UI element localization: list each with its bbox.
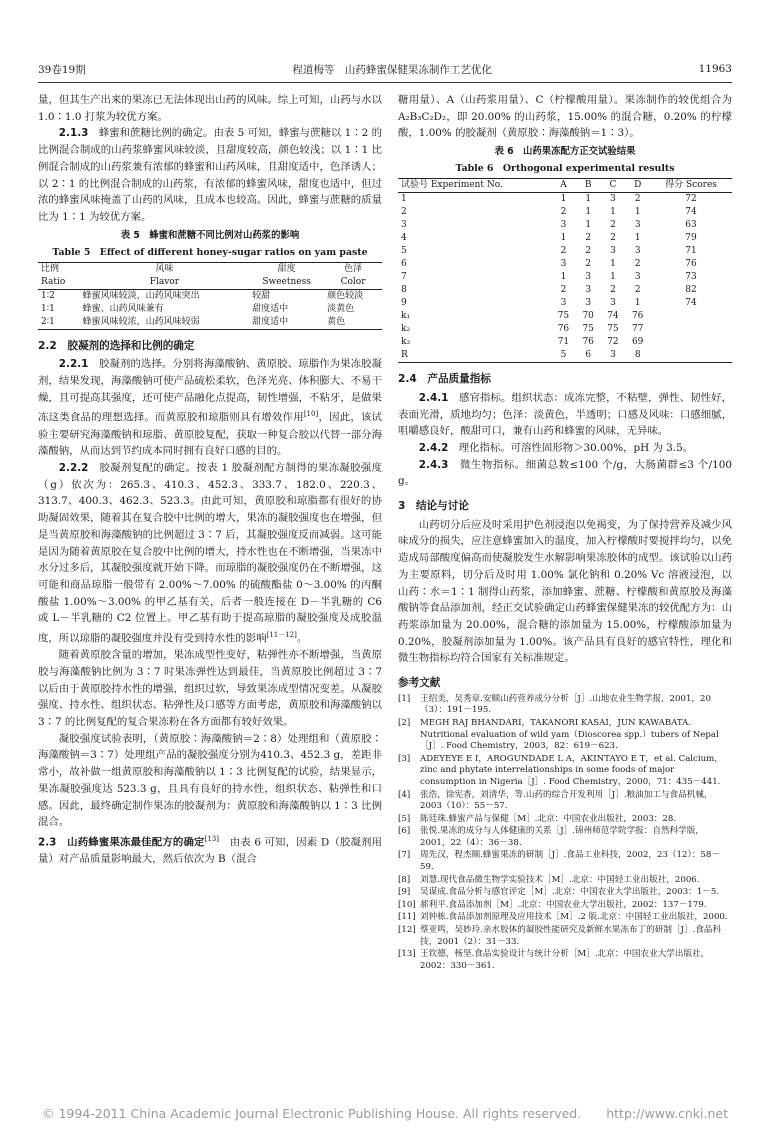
table-cell (650, 336, 732, 349)
table-cell: 1 (585, 220, 592, 231)
table-row (38, 303, 382, 316)
reference-number: [7] (398, 850, 411, 861)
header-cell: 比例 (41, 263, 60, 274)
table-cell: 2 (560, 285, 567, 296)
table-row (38, 289, 382, 303)
table-cell: 3 (610, 194, 616, 205)
citation: [13] (204, 834, 219, 843)
reference-text: 王钦德，杨坚.食品实验设计与统计分析［M］.北京：中国农业大学出版社，2002：330－361. (420, 949, 710, 971)
paragraph-continued: 糖用量）、A（山药浆用量）、C（柠檬酸用量）。果冻制作的较优组合为 A₂B₃C₂D₂，即 20.00% 的山药浆，15.00% 的混合糖，0.20% 的柠檬酸，1.00% 的胶凝剂（黄原胶∶海藻酸钠＝1∶3）。 (398, 94, 732, 140)
table-cell: 76 (582, 337, 594, 348)
table-cell (650, 349, 732, 363)
table-cell: 69 (631, 337, 644, 348)
section-2-2-1 (38, 356, 382, 460)
section-number: 2.2.2 (58, 462, 89, 475)
reference-number: [6] (398, 826, 411, 837)
table-cell: 1 (560, 233, 567, 244)
reference-item (398, 925, 732, 948)
table6-caption-cn: 表 6 山药果冻配方正交试验结果 (494, 146, 636, 158)
table-row (398, 323, 732, 336)
table-cell: 77 (631, 324, 644, 335)
header-cell: Sweetness (249, 276, 324, 290)
reference-item (398, 912, 732, 924)
table-cell: 63 (685, 220, 697, 231)
reference-number: [10] (398, 899, 416, 910)
header-cell: C (601, 179, 626, 193)
section-2-2-2 (38, 460, 382, 647)
paragraph-gel-test: 凝胶强度试验表明，（黄原胶∶海藻酸钠＝2∶8）处理组和（黄原胶∶海藻酸钠＝3∶7）处理组产品的凝胶强度分别为410.3、452.3 g，差距非常小，故补做一组黄原胶和海藻酸钠以 1∶3 比例复配的试验，结果显示，果冻凝胶强度达 523.3 g，且具有良好的持水性，组织状态、粘弹性和口感。因此，最终确定制作果冻的胶凝剂为：黄原胶和海藻酸钠以 1∶3 比例混合。 (38, 732, 382, 829)
reference-item (398, 850, 732, 873)
header-cell: A (551, 179, 576, 193)
table-cell: 3 (585, 298, 592, 309)
section-text: 由表 6 可知，因素 D（胶凝剂用量）对产品质量影响最大，然后依次为 B（混合 (38, 836, 383, 866)
reference-number: [5] (398, 813, 411, 824)
table-cell (650, 323, 732, 336)
section-text: 。 (296, 632, 308, 645)
table-cell: k₁ (401, 311, 411, 322)
section-text: 感官指标。组织状态：成冻完整，不粘壁，弹性、韧性好，表面光滑，质地均匀；色泽：淡黄色，半透明；口感及风味：口感细腻，咀嚼感良好，酸甜可口，兼有山药和蜂蜜的风味，无异味。 (398, 391, 733, 438)
table-cell: 1∶1 (41, 303, 55, 314)
table-cell: k₃ (401, 337, 411, 348)
section-2-4-title: 2.4 产品质量指标 (398, 373, 491, 386)
reference-item (398, 718, 732, 753)
references-title: 参考文献 (398, 677, 441, 690)
reference-text: 郝利平.食品添加剂［M］.北京：中国农业大学出版社，2002：137－179. (420, 899, 707, 910)
table-cell: 1 (585, 194, 592, 205)
table-cell: 76 (631, 311, 644, 322)
table-cell: 2 (610, 233, 616, 244)
table-cell: 74 (685, 207, 697, 218)
section-2-4-3 (398, 457, 732, 490)
table-cell: 1 (610, 259, 616, 270)
table-cell: 3 (585, 285, 592, 296)
reference-list (398, 694, 732, 973)
reference-text: 张浩，徐宪香，刘清华，等.山药的综合开发利用［J］.粮油加工与食品机械，2003（10）：55－57. (420, 789, 713, 812)
table-cell: 3 (610, 298, 616, 309)
reference-number: [13] (398, 949, 416, 960)
table-cell: 2 (610, 220, 616, 231)
table-row (398, 349, 732, 363)
left-column (38, 92, 382, 868)
section-number: 2.1.3 (58, 127, 89, 140)
table-cell: 79 (685, 233, 697, 244)
table-cell: 甜度适中 (252, 303, 289, 314)
table-cell: 82 (685, 285, 697, 296)
table-row (398, 271, 732, 284)
table-cell: 71 (557, 337, 570, 348)
reference-text: 陈廷珠.蜂蜜产品与保健［M］.北京：中国农业出版社，2003：28. (420, 813, 677, 824)
table6-caption-en: Table 6 Orthogonal experimental results (455, 163, 675, 175)
table-cell: 蜂蜜风味较浓，山药风味较弱 (82, 316, 200, 327)
section-text: 理化指标。可溶性固形物＞30.00%，pH 为 3.5。 (458, 441, 694, 454)
table-header-cn (38, 262, 382, 276)
table-cell: 3 (634, 272, 641, 283)
section-text: 蜂蜜和蔗糖比例的确定。由表 5 可知，蜂蜜与蔗糖以 1∶2 的比例混合制成的山药浆蜂蜜风味较淡，且甜度较高，颜色较浅；以 1∶1 比例混合制成的山药浆兼有浓郁的蜂蜜和山药风味，且甜度适中，色泽诱人；以 2∶1 的比例混合制成的山药浆，有浓郁的蜂蜜风味，甜度也适中，但过浓的蜂蜜风味掩盖了山药的风味，且成本也较高。因此，蜂蜜与蔗糖的质量比为 1∶1 为较优方案。 (38, 127, 383, 223)
copyright-footer: © 1994-2011 China Academic Journal Electronic Publishing House. All rights reserved. http://www.cnki.net (41, 1106, 729, 1121)
reference-text: MEGH RAJ BHANDARI，TAKANORI KASAI，JUN KAWABATA. Nutritional evaluation of wild yam（Dioscorea spp.）tubers of Nepal［J］. Food Chemistry，2003，82：619－623. (420, 717, 719, 752)
table-header-en (38, 276, 382, 290)
section-2-2-title: 2.2 胶凝剂的选择和比例的确定 (38, 339, 195, 352)
header-cell: 风味 (155, 263, 174, 274)
table-cell: 1 (634, 298, 641, 309)
table-cell: 1 (585, 207, 592, 218)
table-cell: 72 (685, 194, 697, 205)
table-cell: 2 (634, 194, 641, 205)
table-cell: 1 (610, 207, 616, 218)
table-cell: 75 (607, 324, 619, 335)
section-2-4-1 (398, 390, 732, 440)
table-row (398, 310, 732, 323)
section-text: ，因此，该试验主要研究海藻酸钠和琼脂、黄原胶复配，获取一种复合胶以代替一部分海藻酸钠，从而达到节约成本同时拥有良好口感的目的。 (38, 411, 383, 458)
section-2-1-3 (38, 125, 382, 225)
section-3-text: 山药切分后应及时采用护色剂浸泡以免褐变，为了保持营养及减少风味成分的损失，应注意蜂蜜加入的温度，加入柠檬酸时要搅拌均匀，以免造成局部酸度偏高而使凝胶发生水解影响果冻胶体的成型。该试验以山药为主要原料，切分后及时用 1.00% 氯化钠和 0.20% Vc 溶液浸泡，以山药∶水＝1∶1 制得山药浆，添加蜂蜜、蔗糖、柠檬酸和黄原胶及海藻酸钠等食品添加剂，经正交试验确定山药蜂蜜保健果冻的较优配方为：山药浆添加量为 20.00%，混合糖的添加量为 15.00%，柠檬酸添加量为 0.20%，胶凝剂添加量为 1.00%。该产品具有良好的感官特性，理化和微生物指标均符合国家有关标准规定。 (398, 518, 732, 665)
section-2-3 (38, 831, 382, 868)
table-cell: 蜂蜜风味较淡，山药风味突出 (82, 290, 200, 301)
table-cell: R (401, 350, 408, 361)
table-cell: 2 (560, 207, 567, 218)
reference-number: [12] (398, 925, 416, 936)
table-cell: 3 (401, 220, 407, 231)
right-column (398, 92, 732, 973)
reference-text: 吴谋成.食品分析与感官评定［M］.北京：中国农业大学出版社，2003：1－5. (420, 887, 720, 898)
reference-text: 王绍美，吴秀章.安顺山药营养成分分析［J］.山地农业生物学报，2001，20（3）：191－195. (420, 693, 711, 716)
table-cell: 1 (560, 272, 567, 283)
table-row (398, 193, 732, 207)
table-6 (398, 178, 732, 363)
table-cell: 1 (634, 207, 641, 218)
header-cell: 得分 Scores (650, 179, 732, 193)
table-cell: 4 (401, 233, 407, 244)
header-cell: Color (324, 276, 382, 290)
reference-number: [4] (398, 789, 411, 800)
table-5 (38, 262, 382, 330)
table-cell: 黄色 (327, 316, 346, 327)
table-row (398, 206, 732, 219)
header-cell: D (625, 179, 650, 193)
table-cell: 7 (401, 272, 407, 283)
reference-item (398, 754, 732, 789)
section-text: 胶凝剂的选择。分别将海藻酸钠、黄原胶、琼脂作为果冻胶凝剂，结果发现，海藻酸钠可使产品硫松柔软，色泽光亮、体积膨大、不易干燥，且可提高其强度，还可使产品融化点提高，韧性增强，不粘牙，是做果冻这类食品的理想选择。而黄原胶和琼脂则具有增效作用 (38, 358, 383, 424)
table-cell: 1 (634, 233, 641, 244)
table-cell (650, 310, 732, 323)
section-number: 2.4.2 (418, 441, 449, 454)
table-cell: 3 (610, 246, 616, 257)
header-cell: 甜度 (277, 263, 296, 274)
section-3-title: 3 结论与讨论 (398, 500, 469, 513)
table-cell: 73 (685, 272, 697, 283)
reference-text: 张悦.果冻的成分与人体健康的关系［J］.锦州师范学院学报：自然科学版，2001，22（4）：36－38. (420, 826, 704, 848)
running-header (38, 60, 732, 78)
table-cell: 2 (634, 259, 641, 270)
table-cell: 8 (401, 285, 407, 296)
table-header (398, 179, 732, 193)
table5-caption-cn: 表 5 蜂蜜和蔗糖不同比例对山药浆的影响 (120, 229, 300, 241)
table-cell: 2 (585, 246, 592, 257)
table-cell: 3 (585, 272, 592, 283)
table-row (398, 219, 732, 232)
table-cell: 76 (557, 324, 570, 335)
header-cell: Flavor (80, 276, 249, 290)
citation: [11－12] (266, 631, 297, 640)
table-cell: 76 (685, 259, 697, 270)
reference-text: 周先汉，程杰顺.蜂蜜果冻的研制［J］.食品工业科技，2002，23（12）：58－59. (420, 850, 720, 873)
table-cell: 3 (560, 259, 567, 270)
table-cell: 2 (634, 285, 641, 296)
table-cell: 72 (607, 337, 619, 348)
table-cell: 1 (401, 194, 407, 205)
reference-item (398, 900, 732, 912)
table-row (398, 245, 732, 258)
header-cell: Ratio (38, 276, 80, 290)
section-text: 胶凝剂复配的确定。按表 1 胶凝剂配方制得的果冻凝胶强度（g）依次为：265.3、410.3、452.3、333.7、182.0、220.3、313.7、400.3、462.3、523.3。由此可知，黄原胶和琼脂都有很好的协助凝固效果，随着其在复合胶中比例的增大，果冻的凝胶强度也在增强，但是当黄原胶和海藻酸钠的比例超过 3∶7 后，其凝胶强度反而减弱。这可能是因为随着黄原胶在复合胶中比例的增大，持水性也在不断增强，当果冻中水分过多后，其凝胶强度就开始下降。而琼脂的凝胶强度仍在不断增强，这可能和商品琼脂一般带有 2.00%～7.00% 的硫酸酯盐 0～3.00% 的丙酮酸盐 1.00%～3.00% 的甲乙基有关，后者一般连接在 D－半乳糖的 C6 或 L－半乳糖的 C2 位置上。甲乙基有助于提高琼脂的凝胶强度及成胶温度，所以琼脂的凝胶强度并没有受到持水性的影响 (38, 462, 382, 645)
reference-item (398, 949, 732, 972)
table-row (38, 316, 382, 330)
page-number: 11963 (698, 63, 732, 75)
table-cell: 5 (401, 246, 407, 257)
reference-number: [2] (398, 717, 411, 728)
reference-text: 刘慧.现代食品微生物学实验技术［M］.北京：中国轻工业出版社，2006. (420, 874, 700, 885)
section-text: 微生物指标。细菌总数≤100 个/g，大肠菌群≤3 个/100 g。 (398, 458, 733, 488)
section-number: 2.2.1 (58, 358, 89, 371)
table-row (398, 232, 732, 245)
header-cell: 色泽 (344, 263, 363, 274)
header-cell: 试验号 Experiment No. (398, 179, 551, 193)
table-cell: 3 (634, 246, 641, 257)
table-cell: 74 (685, 298, 697, 309)
table-cell: k₂ (401, 324, 411, 335)
table-cell: 75 (582, 324, 594, 335)
table-cell: 1 (560, 194, 567, 205)
table-cell: 2 (560, 246, 567, 257)
reference-text: 蔡亚鸣，吴妙玲.亲水胶体的凝胶性能研究及新鲜水果冻布丁的研制［J］.食品科技，2001（2）：31－33. (420, 925, 722, 947)
reference-text: 刘钟栋.食品添加剂原理及应用技术［M］.2 版.北京：中国轻工业出版社，2000. (420, 912, 728, 923)
table-6-body (398, 193, 732, 363)
section-2-4-2 (398, 440, 732, 457)
reference-number: [9] (398, 887, 411, 898)
table-cell: 9 (401, 298, 407, 309)
table-cell: 3 (610, 350, 616, 361)
section-title: 2.3 山药蜂蜜果冻最佳配方的确定 (38, 836, 205, 849)
table-cell: 甜度适中 (252, 316, 289, 327)
table-row (398, 284, 732, 297)
table-cell: 71 (685, 246, 697, 257)
table-row (398, 336, 732, 349)
header-cell: B (576, 179, 601, 193)
reference-text: ADEYEYE E I，AROGUNDADE L A，AKINTAYO E T，et al. Calcium，zinc and phytate interrelationships in some foods of major consumption in Nigeria［J］. Food Chemistry，2000，71：435－441. (420, 753, 723, 787)
table-cell: 2 (585, 233, 592, 244)
reference-item (398, 887, 732, 899)
reference-number: [1] (398, 693, 411, 704)
section-number: 2.4.3 (418, 458, 449, 471)
table-cell: 6 (401, 259, 407, 270)
table5-caption-en: Table 5 Effect of different honey-sugar ratios on yam paste (52, 246, 368, 258)
table-cell: 3 (634, 220, 641, 231)
table-cell: 3 (560, 220, 567, 231)
reference-item (398, 875, 732, 887)
table-cell: 75 (557, 311, 570, 322)
header-rule (38, 82, 732, 83)
reference-item (398, 826, 732, 849)
volume-issue: 39卷19期 (38, 63, 86, 76)
table-cell: 6 (585, 350, 592, 361)
table-cell: 70 (582, 311, 594, 322)
table-cell: 8 (634, 350, 641, 361)
table-row (398, 297, 732, 310)
table-cell: 2 (401, 207, 407, 218)
section-number: 2.4.1 (418, 391, 449, 404)
paragraph-xanthan: 随着黄原胶含量的增加，果冻成型性变好，粘弹性亦不断增强，当黄原胶与海藻酸钠比例为 3∶7 时果冻弹性达到最佳，当黄原胶比例超过 3∶7 以后由于黄原胶持水性的增强，组织过软，导致果冻成型情况变差。从凝胶强度、持水性、组织状态、粘弹性及口感等方面考虑，黄原胶和海藻酸钠以 3∶7 的比例复配的复合果冻粉在各方面都有较好效果。 (38, 649, 382, 729)
table-cell: 蜂蜜、山药风味兼有 (82, 303, 164, 314)
table-cell: 淡黄色 (327, 303, 355, 314)
reference-item (398, 694, 732, 717)
reference-number: [11] (398, 912, 416, 923)
citation: [10] (303, 410, 319, 419)
paragraph-intro: 量，但其生产出来的果冻已无法体现出山药的风味。综上可知，山药与水以 1.0∶1.0 打浆为较优方案。 (38, 94, 382, 123)
reference-number: [3] (398, 753, 411, 764)
table-cell: 较甜 (252, 290, 271, 301)
table-cell: 5 (560, 350, 567, 361)
reference-item (398, 790, 732, 813)
table-cell: 3 (560, 298, 567, 309)
table-cell: 74 (607, 311, 619, 322)
reference-item (398, 814, 732, 826)
table-cell: 颜色较淡 (327, 290, 364, 301)
running-title: 程道梅等 山药蜂蜜保健果冻制作工艺优化 (292, 63, 492, 76)
table-cell: 1 (610, 272, 616, 283)
table-cell: 1∶2 (41, 290, 55, 301)
table-cell: 2 (610, 285, 616, 296)
table-row (398, 258, 732, 271)
reference-number: [8] (398, 874, 411, 885)
table-cell: 2 (585, 259, 592, 270)
table-cell: 2∶1 (41, 316, 55, 327)
